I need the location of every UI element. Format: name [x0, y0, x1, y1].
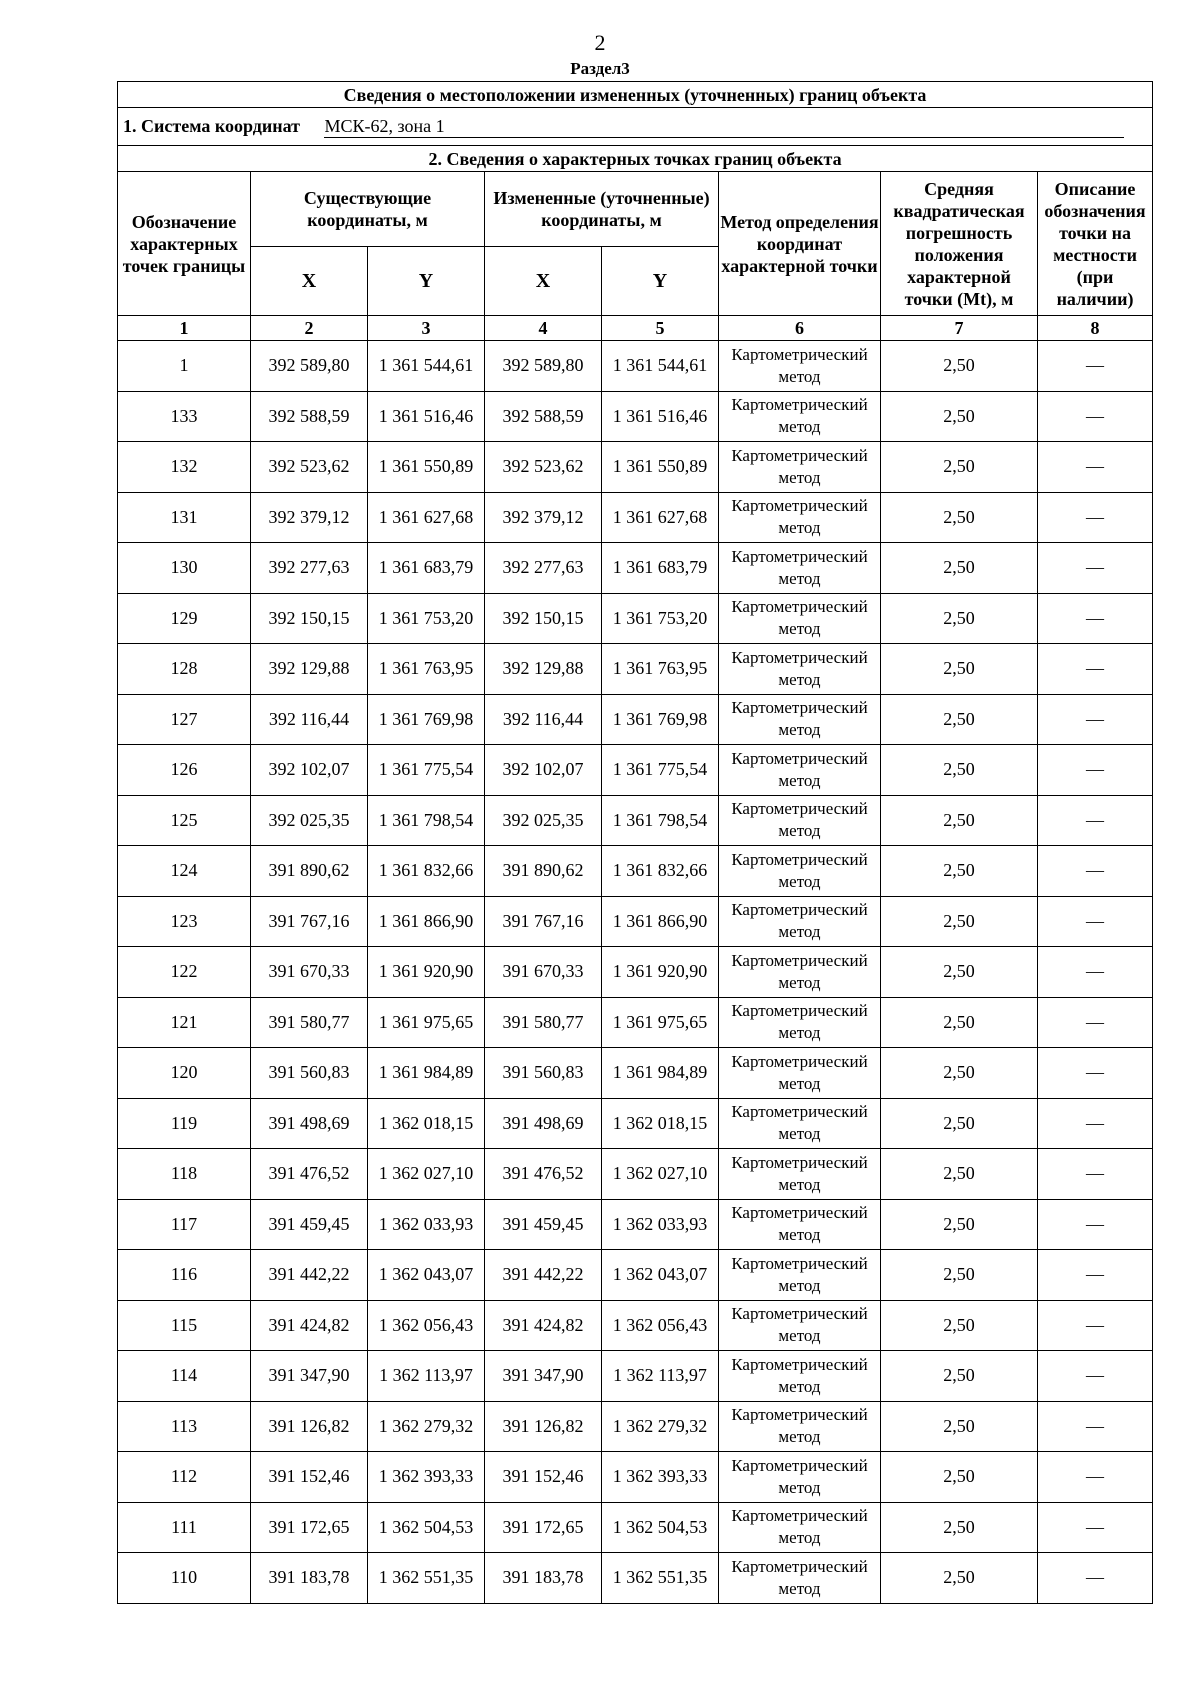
description-cell: —	[1038, 795, 1153, 846]
error-cell: 2,50	[881, 694, 1038, 745]
changed-y-cell: 1 362 027,10	[602, 1149, 719, 1200]
description-cell: —	[1038, 1351, 1153, 1402]
method-cell: Картометрический метод	[719, 947, 881, 998]
existing-x-cell: 392 150,15	[251, 593, 368, 644]
method-cell: Картометрический метод	[719, 1553, 881, 1604]
existing-y-cell: 1 361 753,20	[368, 593, 485, 644]
existing-x-cell: 391 560,83	[251, 1048, 368, 1099]
point-number-cell: 110	[118, 1553, 251, 1604]
error-cell: 2,50	[881, 1300, 1038, 1351]
method-cell: Картометрический метод	[719, 1300, 881, 1351]
changed-y-cell: 1 362 018,15	[602, 1098, 719, 1149]
description-cell: —	[1038, 1452, 1153, 1503]
existing-y-cell: 1 361 763,95	[368, 644, 485, 695]
method-cell: Картометрический метод	[719, 1401, 881, 1452]
existing-y-cell: 1 362 056,43	[368, 1300, 485, 1351]
existing-y-cell: 1 362 033,93	[368, 1199, 485, 1250]
coordinate-system-label: 1. Система координат	[123, 115, 300, 136]
existing-y-cell: 1 361 866,90	[368, 896, 485, 947]
existing-y-cell: 1 361 683,79	[368, 543, 485, 594]
changed-x-cell: 392 379,12	[485, 492, 602, 543]
method-cell: Картометрический метод	[719, 492, 881, 543]
changed-x-cell: 392 102,07	[485, 745, 602, 796]
existing-y-cell: 1 361 920,90	[368, 947, 485, 998]
existing-y-cell: 1 362 027,10	[368, 1149, 485, 1200]
error-cell: 2,50	[881, 442, 1038, 493]
point-number-cell: 122	[118, 947, 251, 998]
point-number-cell: 1	[118, 341, 251, 392]
table-row	[118, 341, 1153, 392]
changed-x-cell: 392 116,44	[485, 694, 602, 745]
table-row	[118, 1199, 1153, 1250]
existing-y-cell: 1 362 018,15	[368, 1098, 485, 1149]
point-number-cell: 113	[118, 1401, 251, 1452]
point-number-cell: 125	[118, 795, 251, 846]
table-row	[118, 896, 1153, 947]
table-row	[118, 947, 1153, 998]
error-cell: 2,50	[881, 1250, 1038, 1301]
error-cell: 2,50	[881, 896, 1038, 947]
existing-x-cell: 391 890,62	[251, 846, 368, 897]
method-cell: Картометрический метод	[719, 1452, 881, 1503]
error-cell: 2,50	[881, 391, 1038, 442]
changed-y-cell: 1 361 920,90	[602, 947, 719, 998]
changed-x-cell: 391 459,45	[485, 1199, 602, 1250]
header-description: Описание обозначения точки на местности (при наличии)	[1038, 172, 1153, 316]
table-row	[118, 1452, 1153, 1503]
method-cell: Картометрический метод	[719, 341, 881, 392]
changed-x-cell: 391 424,82	[485, 1300, 602, 1351]
changed-x-cell: 391 183,78	[485, 1553, 602, 1604]
error-cell: 2,50	[881, 1452, 1038, 1503]
changed-y-cell: 1 362 056,43	[602, 1300, 719, 1351]
method-cell: Картометрический метод	[719, 1199, 881, 1250]
page-number: 2	[594, 30, 606, 55]
method-cell: Картометрический метод	[719, 391, 881, 442]
header-existing-x: X	[251, 247, 368, 316]
error-cell: 2,50	[881, 543, 1038, 594]
existing-x-cell: 391 580,77	[251, 997, 368, 1048]
existing-y-cell: 1 361 775,54	[368, 745, 485, 796]
point-number-cell: 120	[118, 1048, 251, 1099]
existing-x-cell: 391 476,52	[251, 1149, 368, 1200]
existing-x-cell: 391 126,82	[251, 1401, 368, 1452]
changed-y-cell: 1 361 832,66	[602, 846, 719, 897]
method-cell: Картометрический метод	[719, 442, 881, 493]
header-changed-y: Y	[602, 247, 719, 316]
changed-x-cell: 392 025,35	[485, 795, 602, 846]
table-row	[118, 1351, 1153, 1402]
changed-y-cell: 1 362 393,33	[602, 1452, 719, 1503]
point-number-cell: 123	[118, 896, 251, 947]
changed-y-cell: 1 362 033,93	[602, 1199, 719, 1250]
point-number-cell: 121	[118, 997, 251, 1048]
description-cell: —	[1038, 1098, 1153, 1149]
existing-y-cell: 1 362 551,35	[368, 1553, 485, 1604]
description-cell: —	[1038, 644, 1153, 695]
changed-x-cell: 392 277,63	[485, 543, 602, 594]
method-cell: Картометрический метод	[719, 644, 881, 695]
error-cell: 2,50	[881, 1048, 1038, 1099]
table-row	[118, 1300, 1153, 1351]
header-changed-x: X	[485, 247, 602, 316]
error-cell: 2,50	[881, 341, 1038, 392]
changed-y-cell: 1 361 516,46	[602, 391, 719, 442]
table-row	[118, 1553, 1153, 1604]
changed-y-cell: 1 361 984,89	[602, 1048, 719, 1099]
existing-x-cell: 391 442,22	[251, 1250, 368, 1301]
description-cell: —	[1038, 947, 1153, 998]
error-cell: 2,50	[881, 1351, 1038, 1402]
table-row	[118, 1098, 1153, 1149]
description-cell: —	[1038, 492, 1153, 543]
existing-x-cell: 391 347,90	[251, 1351, 368, 1402]
method-cell: Картометрический метод	[719, 1149, 881, 1200]
error-cell: 2,50	[881, 1199, 1038, 1250]
existing-y-cell: 1 361 516,46	[368, 391, 485, 442]
point-number-cell: 118	[118, 1149, 251, 1200]
point-number-cell: 119	[118, 1098, 251, 1149]
existing-x-cell: 392 102,07	[251, 745, 368, 796]
method-cell: Картометрический метод	[719, 795, 881, 846]
existing-y-cell: 1 362 043,07	[368, 1250, 485, 1301]
existing-x-cell: 392 588,59	[251, 391, 368, 442]
existing-x-cell: 391 498,69	[251, 1098, 368, 1149]
error-cell: 2,50	[881, 1401, 1038, 1452]
section-banner: Сведения о местоположении измененных (уточненных) границ объекта	[118, 82, 1153, 108]
description-cell: —	[1038, 1553, 1153, 1604]
changed-y-cell: 1 361 550,89	[602, 442, 719, 493]
table-row	[118, 1048, 1153, 1099]
description-cell: —	[1038, 1401, 1153, 1452]
existing-x-cell: 391 670,33	[251, 947, 368, 998]
method-cell: Картометрический метод	[719, 896, 881, 947]
changed-x-cell: 391 670,33	[485, 947, 602, 998]
changed-x-cell: 392 523,62	[485, 442, 602, 493]
description-cell: —	[1038, 593, 1153, 644]
existing-x-cell: 392 589,80	[251, 341, 368, 392]
description-cell: —	[1038, 846, 1153, 897]
table-row	[118, 1250, 1153, 1301]
error-cell: 2,50	[881, 1149, 1038, 1200]
description-cell: —	[1038, 694, 1153, 745]
description-cell: —	[1038, 997, 1153, 1048]
column-number: 2	[251, 316, 368, 341]
existing-x-cell: 392 116,44	[251, 694, 368, 745]
point-number-cell: 127	[118, 694, 251, 745]
changed-y-cell: 1 362 504,53	[602, 1502, 719, 1553]
point-number-cell: 111	[118, 1502, 251, 1553]
point-number-cell: 116	[118, 1250, 251, 1301]
existing-x-cell: 391 152,46	[251, 1452, 368, 1503]
table-row	[118, 1401, 1153, 1452]
description-cell: —	[1038, 1300, 1153, 1351]
method-cell: Картометрический метод	[719, 1048, 881, 1099]
error-cell: 2,50	[881, 997, 1038, 1048]
error-cell: 2,50	[881, 795, 1038, 846]
description-cell: —	[1038, 1149, 1153, 1200]
changed-x-cell: 392 129,88	[485, 644, 602, 695]
point-number-cell: 129	[118, 593, 251, 644]
error-cell: 2,50	[881, 644, 1038, 695]
changed-y-cell: 1 361 753,20	[602, 593, 719, 644]
point-number-cell: 124	[118, 846, 251, 897]
changed-y-cell: 1 361 775,54	[602, 745, 719, 796]
description-cell: —	[1038, 745, 1153, 796]
error-cell: 2,50	[881, 593, 1038, 644]
table-row	[118, 644, 1153, 695]
existing-y-cell: 1 361 769,98	[368, 694, 485, 745]
existing-y-cell: 1 362 279,32	[368, 1401, 485, 1452]
method-cell: Картометрический метод	[719, 1098, 881, 1149]
changed-x-cell: 391 560,83	[485, 1048, 602, 1099]
point-number-cell: 114	[118, 1351, 251, 1402]
coordinate-system-row	[118, 108, 1153, 146]
changed-y-cell: 1 361 627,68	[602, 492, 719, 543]
existing-x-cell: 391 183,78	[251, 1553, 368, 1604]
changed-y-cell: 1 361 798,54	[602, 795, 719, 846]
error-cell: 2,50	[881, 846, 1038, 897]
error-cell: 2,50	[881, 492, 1038, 543]
point-number-cell: 112	[118, 1452, 251, 1503]
column-number: 7	[881, 316, 1038, 341]
table-row	[118, 543, 1153, 594]
method-cell: Картометрический метод	[719, 543, 881, 594]
changed-x-cell: 391 442,22	[485, 1250, 602, 1301]
changed-y-cell: 1 362 551,35	[602, 1553, 719, 1604]
method-cell: Картометрический метод	[719, 1351, 881, 1402]
error-cell: 2,50	[881, 1553, 1038, 1604]
changed-y-cell: 1 361 866,90	[602, 896, 719, 947]
method-cell: Картометрический метод	[719, 997, 881, 1048]
existing-x-cell: 391 172,65	[251, 1502, 368, 1553]
description-cell: —	[1038, 896, 1153, 947]
error-cell: 2,50	[881, 1098, 1038, 1149]
header-method: Метод определения координат характерной точки	[719, 172, 881, 316]
header-error: Средняя квадратическая погрешность положения характерной точки (Mt), м	[881, 172, 1038, 316]
existing-x-cell: 391 459,45	[251, 1199, 368, 1250]
existing-x-cell: 392 277,63	[251, 543, 368, 594]
point-number-cell: 130	[118, 543, 251, 594]
table-row	[118, 795, 1153, 846]
column-number: 3	[368, 316, 485, 341]
table-row	[118, 997, 1153, 1048]
changed-x-cell: 391 767,16	[485, 896, 602, 947]
changed-y-cell: 1 362 113,97	[602, 1351, 719, 1402]
error-cell: 2,50	[881, 745, 1038, 796]
column-number: 6	[719, 316, 881, 341]
description-cell: —	[1038, 543, 1153, 594]
changed-x-cell: 392 588,59	[485, 391, 602, 442]
changed-y-cell: 1 361 769,98	[602, 694, 719, 745]
method-cell: Картометрический метод	[719, 1250, 881, 1301]
existing-x-cell: 391 424,82	[251, 1300, 368, 1351]
changed-x-cell: 392 589,80	[485, 341, 602, 392]
existing-y-cell: 1 361 798,54	[368, 795, 485, 846]
changed-y-cell: 1 361 763,95	[602, 644, 719, 695]
table-row	[118, 492, 1153, 543]
table-row	[118, 745, 1153, 796]
existing-y-cell: 1 361 975,65	[368, 997, 485, 1048]
changed-x-cell: 391 476,52	[485, 1149, 602, 1200]
existing-x-cell: 391 767,16	[251, 896, 368, 947]
column-number: 4	[485, 316, 602, 341]
changed-x-cell: 391 172,65	[485, 1502, 602, 1553]
existing-y-cell: 1 361 832,66	[368, 846, 485, 897]
existing-x-cell: 392 025,35	[251, 795, 368, 846]
table-row	[118, 1149, 1153, 1200]
existing-x-cell: 392 523,62	[251, 442, 368, 493]
changed-x-cell: 392 150,15	[485, 593, 602, 644]
changed-y-cell: 1 362 279,32	[602, 1401, 719, 1452]
existing-x-cell: 392 379,12	[251, 492, 368, 543]
existing-y-cell: 1 362 504,53	[368, 1502, 485, 1553]
error-cell: 2,50	[881, 947, 1038, 998]
description-cell: —	[1038, 1048, 1153, 1099]
changed-x-cell: 391 152,46	[485, 1452, 602, 1503]
method-cell: Картометрический метод	[719, 745, 881, 796]
existing-y-cell: 1 362 393,33	[368, 1452, 485, 1503]
point-number-cell: 132	[118, 442, 251, 493]
point-number-cell: 115	[118, 1300, 251, 1351]
error-cell: 2,50	[881, 1502, 1038, 1553]
boundary-points-table	[117, 81, 1153, 1604]
point-number-cell: 133	[118, 391, 251, 442]
changed-x-cell: 391 890,62	[485, 846, 602, 897]
table-row	[118, 391, 1153, 442]
description-cell: —	[1038, 341, 1153, 392]
column-number: 1	[118, 316, 251, 341]
existing-y-cell: 1 361 627,68	[368, 492, 485, 543]
point-number-cell: 131	[118, 492, 251, 543]
coordinate-system-value: МСК-62, зона 1	[324, 116, 1124, 138]
table-row	[118, 442, 1153, 493]
changed-y-cell: 1 361 975,65	[602, 997, 719, 1048]
point-number-cell: 126	[118, 745, 251, 796]
header-changed-coords: Измененные (уточненные) координаты, м	[485, 172, 719, 247]
section-title: Раздел3	[570, 59, 630, 78]
description-cell: —	[1038, 1250, 1153, 1301]
table-row	[118, 846, 1153, 897]
description-cell: —	[1038, 442, 1153, 493]
header-existing-y: Y	[368, 247, 485, 316]
column-number: 5	[602, 316, 719, 341]
table-body	[118, 341, 1153, 1604]
point-number-cell: 117	[118, 1199, 251, 1250]
header-existing-coords: Существующие координаты, м	[251, 172, 485, 247]
changed-y-cell: 1 362 043,07	[602, 1250, 719, 1301]
existing-y-cell: 1 361 550,89	[368, 442, 485, 493]
table-row	[118, 1502, 1153, 1553]
description-cell: —	[1038, 1502, 1153, 1553]
column-number: 8	[1038, 316, 1153, 341]
method-cell: Картометрический метод	[719, 593, 881, 644]
existing-x-cell: 392 129,88	[251, 644, 368, 695]
points-section-title: 2. Сведения о характерных точках границ объекта	[118, 146, 1153, 172]
existing-y-cell: 1 361 984,89	[368, 1048, 485, 1099]
existing-y-cell: 1 361 544,61	[368, 341, 485, 392]
method-cell: Картометрический метод	[719, 846, 881, 897]
changed-x-cell: 391 498,69	[485, 1098, 602, 1149]
header-designation: Обозначение характерных точек границы	[118, 172, 251, 316]
method-cell: Картометрический метод	[719, 694, 881, 745]
method-cell: Картометрический метод	[719, 1502, 881, 1553]
changed-x-cell: 391 580,77	[485, 997, 602, 1048]
description-cell: —	[1038, 1199, 1153, 1250]
point-number-cell: 128	[118, 644, 251, 695]
changed-y-cell: 1 361 683,79	[602, 543, 719, 594]
table-row	[118, 593, 1153, 644]
changed-x-cell: 391 347,90	[485, 1351, 602, 1402]
changed-x-cell: 391 126,82	[485, 1401, 602, 1452]
description-cell: —	[1038, 391, 1153, 442]
changed-y-cell: 1 361 544,61	[602, 341, 719, 392]
existing-y-cell: 1 362 113,97	[368, 1351, 485, 1402]
table-row	[118, 694, 1153, 745]
